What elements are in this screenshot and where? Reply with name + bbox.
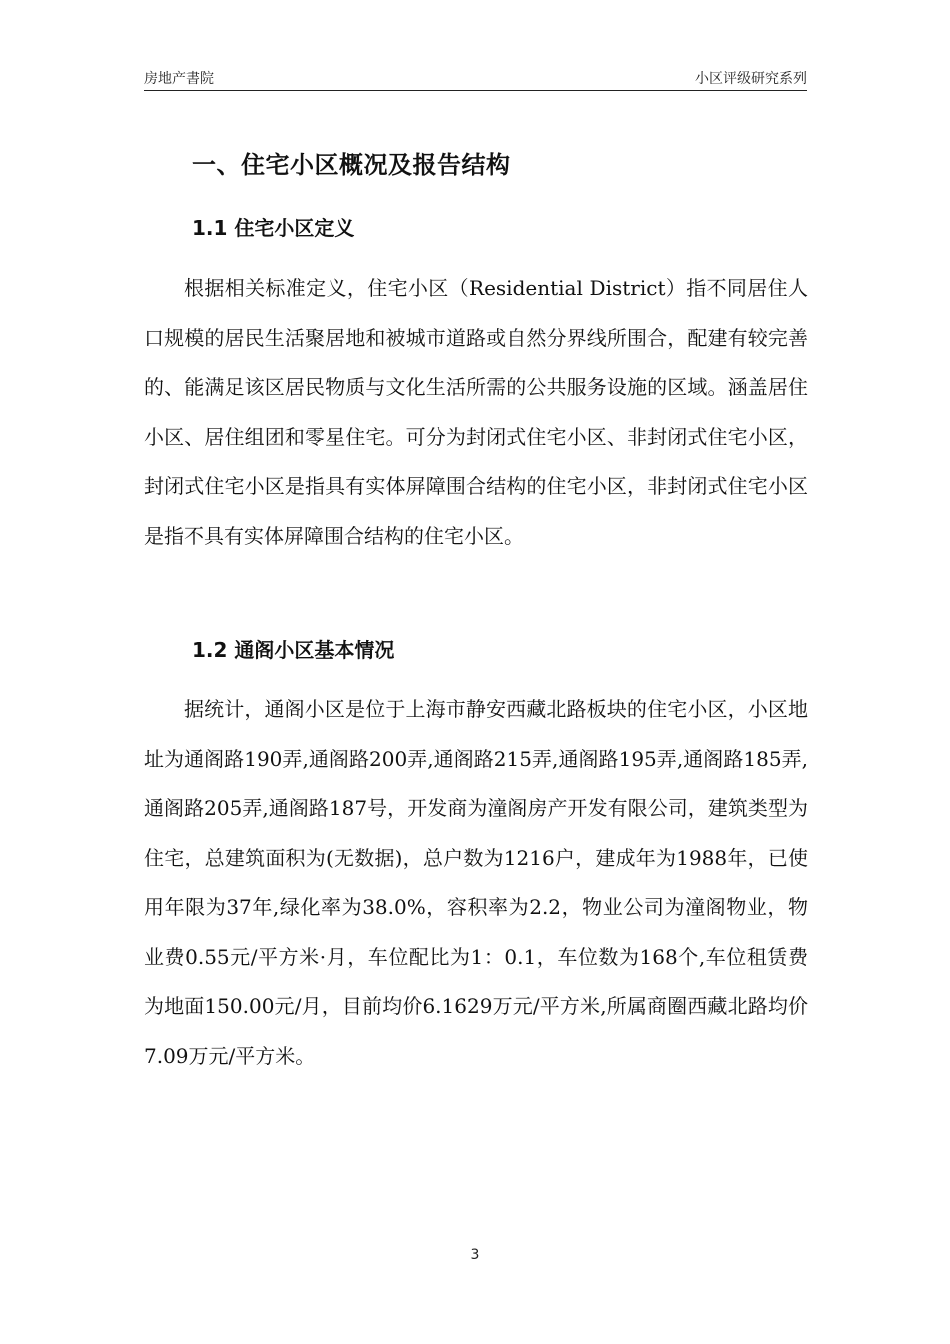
header-publisher: 房地产書院 — [144, 71, 214, 87]
header-series-title: 小区评级研究系列 — [695, 71, 807, 87]
subsection-heading-definition: 1.1 住宅小区定义 — [192, 216, 355, 240]
page-header — [144, 66, 807, 91]
section-heading: 一、住宅小区概况及报告结构 — [192, 151, 511, 179]
subsection-heading-basic-info: 1.2 通阁小区基本情况 — [192, 638, 395, 662]
page-number: 3 — [470, 1247, 480, 1263]
definition-paragraph: 根据相关标准定义，住宅小区（Residential District）指不同居住人口规模的居民生活聚居地和被城市道路或自然分界线所围合，配建有较完善的、能满足该区居民物质与文化生活所需的公共服务设施的区域。涵盖居住小区、居住组团和零星住宅。可分为封闭式住宅小区、非封闭式住宅小区，封闭式住宅小区是指具有实体屏障围合结构的住宅小区，非封闭式住宅小区是指不具有实体屏障围合结构的住宅小区。 — [144, 276, 808, 548]
basic-info-paragraph: 据统计，通阁小区是位于上海市静安西藏北路板块的住宅小区，小区地址为通阁路190弄,通阁路200弄,通阁路215弄,通阁路195弄,通阁路185弄,通阁路205弄,通阁路187号，开发商为潼阁房产开发有限公司，建筑类型为住宅，总建筑面积为(无数据)，总户数为1216户，建成年为1988年，已使用年限为37年,绿化率为38.0%，容积率为2.2，物业公司为潼阁物业，物业费0.55元/平方米·月，车位配比为1：0.1，车位数为168个,车位租赁费为地面150.00元/月，目前均价6.1629万元/平方米,所属商圈西藏北路均价7.09万元/平方米。 — [144, 697, 808, 1068]
